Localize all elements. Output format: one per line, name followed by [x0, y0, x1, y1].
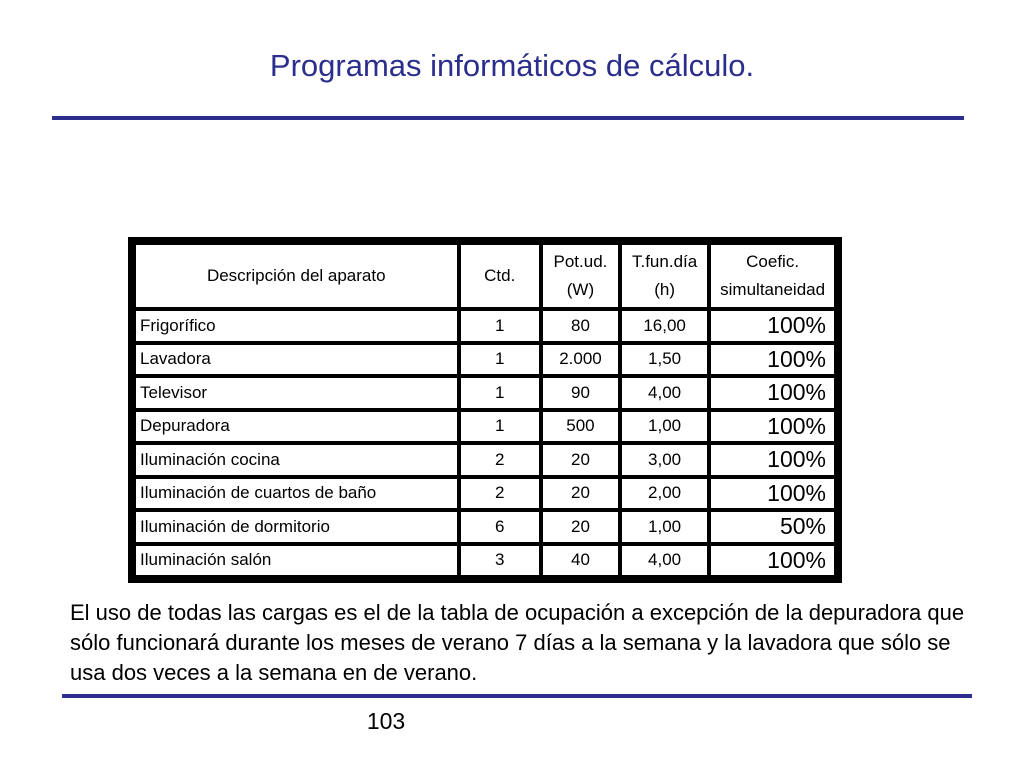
- cell-time: 3,00: [622, 445, 707, 475]
- cell-description: Iluminación salón: [136, 546, 457, 576]
- cell-description: Depuradora: [136, 412, 457, 442]
- cell-coef: 100%: [711, 546, 834, 576]
- occupancy-table: [132, 241, 838, 579]
- cell-power: 20: [543, 479, 618, 509]
- table-row: [136, 512, 834, 542]
- cell-power: 2.000: [543, 345, 618, 375]
- cell-qty: 3: [461, 546, 539, 576]
- cell-time: 4,00: [622, 378, 707, 408]
- header-coef: [711, 245, 834, 307]
- cell-coef: 100%: [711, 479, 834, 509]
- table-row: [136, 412, 834, 442]
- cell-coef: 100%: [711, 412, 834, 442]
- table-header-row: [136, 245, 834, 307]
- cell-description: Iluminación cocina: [136, 445, 457, 475]
- header-qty-label: Ctd.: [484, 266, 516, 285]
- cell-description: Televisor: [136, 378, 457, 408]
- header-time-label: T.fun.día: [631, 252, 698, 271]
- header-description-label: Descripción del aparato: [206, 266, 386, 285]
- title-divider: [52, 116, 964, 120]
- cell-description: Iluminación de cuartos de baño: [136, 479, 457, 509]
- cell-coef: 100%: [711, 445, 834, 475]
- cell-time: 1,00: [622, 412, 707, 442]
- page-number: 103: [366, 708, 406, 734]
- cell-coef: 100%: [711, 311, 834, 341]
- cell-qty: 1: [461, 311, 539, 341]
- header-power-unit: (W): [566, 280, 595, 299]
- cell-time: 4,00: [622, 546, 707, 576]
- header-description: [136, 245, 457, 307]
- cell-coef: 100%: [711, 345, 834, 375]
- cell-time: 1,50: [622, 345, 707, 375]
- cell-coef: 100%: [711, 378, 834, 408]
- header-coef-label-2: simultaneidad: [720, 280, 826, 299]
- header-time: [622, 245, 707, 307]
- table-row: [136, 311, 834, 341]
- cell-power: 80: [543, 311, 618, 341]
- cell-time: 16,00: [622, 311, 707, 341]
- cell-power: 20: [543, 445, 618, 475]
- table-row: [136, 345, 834, 375]
- header-power-label: Pot.ud.: [553, 252, 608, 271]
- cell-qty: 6: [461, 512, 539, 542]
- cell-power: 500: [543, 412, 618, 442]
- cell-power: 40: [543, 546, 618, 576]
- slide-title: Programas informáticos de cálculo.: [269, 48, 755, 83]
- cell-time: 2,00: [622, 479, 707, 509]
- cell-qty: 2: [461, 445, 539, 475]
- cell-description: Lavadora: [136, 345, 457, 375]
- header-coef-label: Coefic.: [746, 252, 800, 271]
- cell-power: 20: [543, 512, 618, 542]
- footer-divider: [62, 694, 972, 698]
- table-row: [136, 479, 834, 509]
- body-paragraph: El uso de todas las cargas es el de la tabla de ocupación a excepción de la depuradora que sólo funcionará durante los meses de verano 7 días a la semana y la lavadora que sólo se usa dos veces a la semana en de verano.: [70, 600, 965, 685]
- table-row: [136, 445, 834, 475]
- cell-qty: 2: [461, 479, 539, 509]
- header-time-unit: (h): [654, 280, 675, 299]
- cell-coef: 50%: [711, 512, 834, 542]
- occupancy-table-frame: [128, 237, 842, 583]
- table-row: [136, 378, 834, 408]
- cell-qty: 1: [461, 345, 539, 375]
- cell-power: 90: [543, 378, 618, 408]
- cell-description: Frigorífico: [136, 311, 457, 341]
- table-row: [136, 546, 834, 576]
- cell-qty: 1: [461, 412, 539, 442]
- cell-time: 1,00: [622, 512, 707, 542]
- cell-qty: 1: [461, 378, 539, 408]
- header-qty: [461, 245, 539, 307]
- header-power: [543, 245, 618, 307]
- cell-description: Iluminación de dormitorio: [136, 512, 457, 542]
